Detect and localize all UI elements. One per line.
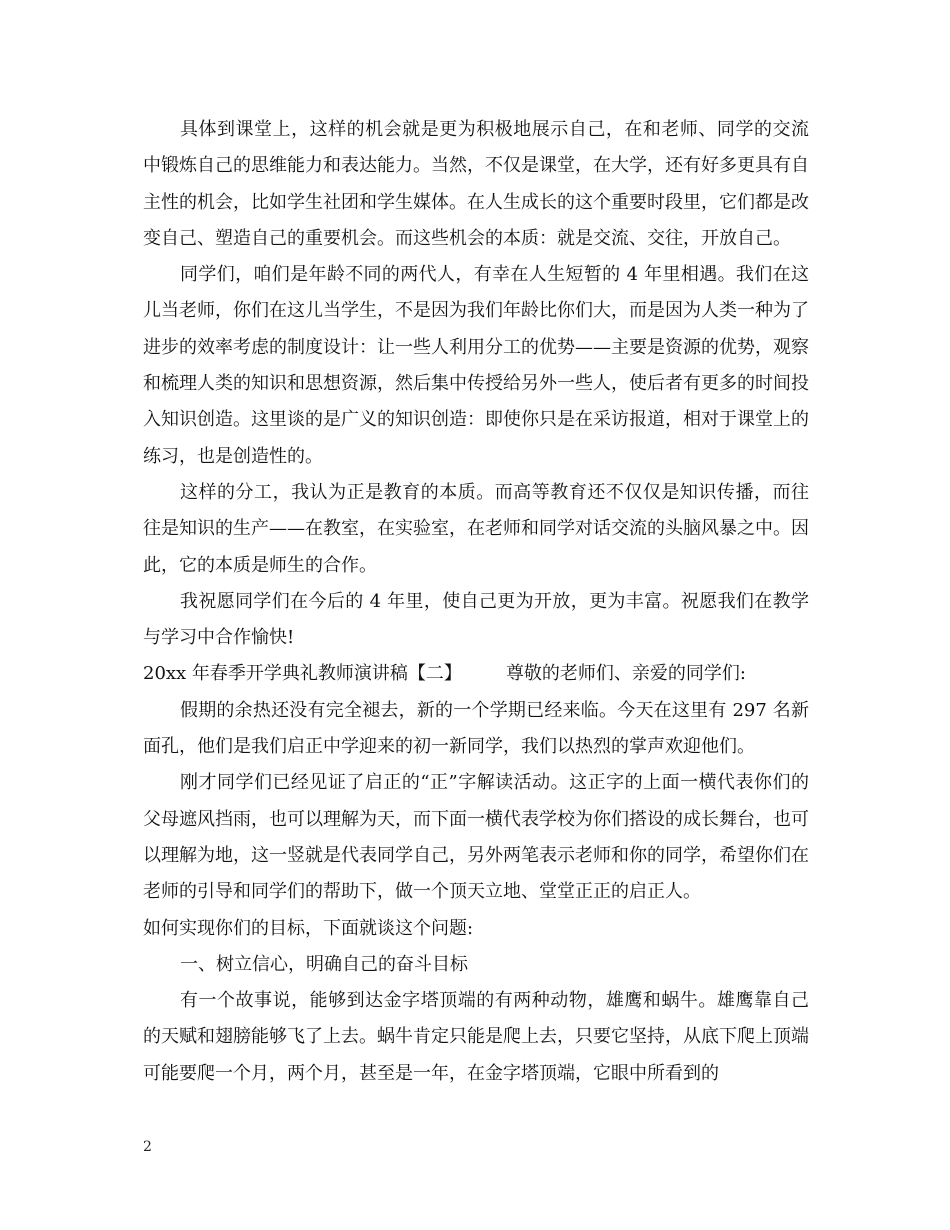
section-heading-line bbox=[143, 656, 809, 692]
paragraph-wishes: 我祝愿同学们在今后的 4 年里，使自己更为开放，更为丰富。祝愿我们在教学与学习中合作愉快! bbox=[143, 590, 809, 649]
section-title: 20xx 年春季开学典礼教师演讲稿【二】 bbox=[143, 663, 462, 685]
subheading-build-confidence: 一、树立信心，明确自己的奋斗目标 bbox=[180, 953, 468, 975]
paragraph-two-generations: 同学们，咱们是年龄不同的两代人，有幸在人生短暂的 4 年里相遇。我们在这儿当老师，你们在这儿当学生，不是因为我们年龄比你们大，而是因为人类一种为了进步的效率考虑的制度设计：让一些人利用分工的优势——主要是资源的优势，观察和梳理人类的知识和思想资源，然后集中传授给另外一些人，使后者有更多的时间投入知识创造。这里谈的是广义的知识创造：即使你只是在采访报道，相对于课堂上的练习，也是创造性的。 bbox=[143, 264, 809, 467]
paragraph-division-of-labor: 这样的分工，我认为正是教育的本质。而高等教育还不仅仅是知识传播，而往往是知识的生产——在教室，在实验室，在老师和同学对话交流的头脑风暴之中。因此，它的本质是师生的合作。 bbox=[143, 481, 809, 576]
paragraph-classroom-opportunity: 具体到课堂上，这样的机会就是更为积极地展示自己，在和老师、同学的交流中锻炼自己的思维能力和表达能力。当然，不仅是课堂，在大学，还有好多更具有自主性的机会，比如学生社团和学生媒体。在人生成长的这个重要时段里，它们都是改变自己、塑造自己的重要机会。而这些机会的本质：就是交流、交往，开放自己。 bbox=[143, 119, 809, 249]
page-number: 2 bbox=[143, 1139, 152, 1155]
salutation: 尊敬的老师们、亲爱的同学们: bbox=[505, 663, 747, 685]
document-body bbox=[143, 112, 809, 1092]
paragraph-zheng-character: 刚才同学们已经见证了启正的“正”字解读活动。这正字的上面一横代表你们的父母遮风挡雨，也可以理解为天，而下面一横代表学校为你们搭设的成长舞台，也可以理解为地，这一竖就是代表同学自己，另外两笔表示老师和你的同学，希望你们在老师的引导和同学们的帮助下，做一个顶天立地、堂堂正正的启正人。 bbox=[143, 772, 809, 903]
paragraph-new-semester: 假期的余热还没有完全褪去，新的一个学期已经来临。今天在这里有 297 名新面孔，他们是我们启正中学迎来的初一新同学，我们以热烈的掌声欢迎他们。 bbox=[143, 699, 809, 758]
paragraph-eagle-and-snail: 有一个故事说，能够到达金字塔顶端的有两种动物，雄鹰和蜗牛。雄鹰靠自己的天赋和翅膀能够飞了上去。蜗牛肯定只能是爬上去，只要它坚持，从底下爬上顶端可能要爬一个月，两个月，甚至是一年，在金字塔顶端，它眼中所看到的 bbox=[143, 990, 809, 1084]
paragraph-how-to-achieve: 如何实现你们的目标，下面就谈这个问题: bbox=[143, 917, 474, 939]
